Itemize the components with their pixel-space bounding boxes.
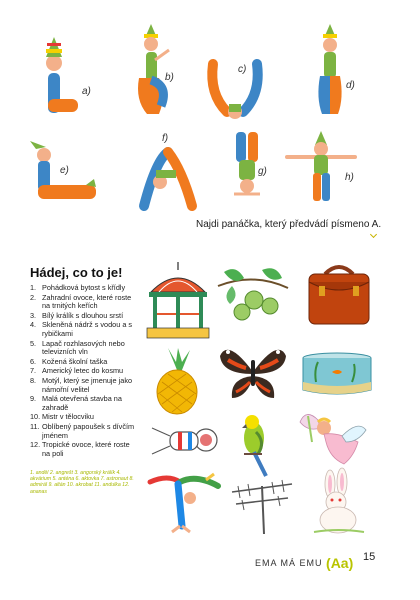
figure-g-label: g) [258,166,267,177]
clue-item: 1. Pohádková bytost s křídly [30,283,126,292]
budgie-picture [236,412,276,478]
clue-list [30,284,138,459]
clue-item: 6. Kožená školní taška [30,356,108,366]
figure-b-label: b) [165,72,174,83]
puzzle-title: Hádej, co to je! [30,265,123,280]
angel-picture [298,412,368,470]
clue-item: 9. Malá otevřená stavba na zahradě [30,394,122,412]
figure-a-label: a) [82,86,91,97]
clue-item: 10. Mistr v tělocviku [30,412,94,422]
page-number: 15 [363,551,376,563]
clue-item: 7. Americký letec do kosmu [30,366,124,376]
figure-c [205,60,265,120]
caption-mark [370,231,377,238]
schoolbag-picture [305,264,373,328]
aquarium-picture [302,352,372,396]
butterfly-picture [218,344,288,404]
clue-item: 5. Lapač rozhlasových nebo televizních vln [30,338,125,357]
figure-d [312,28,352,118]
figure-f-label: f) [162,133,169,144]
figure-e-label: e) [60,165,69,176]
clue-item: 3. Bílý králík s dlouhou srstí [30,310,124,320]
clue-item: 4. Skleněná nádrž s vodou a s rybičkami [30,320,133,338]
instruction-caption: Najdi panáčka, který předvádí písmeno A. [196,219,382,230]
figure-h-label: h) [345,172,354,183]
clue-item: 8. Motýl, který se jmenuje jako námořní velitel [30,375,133,394]
astronaut-picture [148,418,218,464]
antenna-picture [228,478,298,534]
pineapple-picture [152,348,202,414]
gooseberry-picture [218,266,288,326]
figure-f [138,140,198,210]
figure-g [228,130,268,200]
rabbit-picture [308,470,368,534]
page-footer [255,553,353,569]
footer-text: EMA MÁ EMU [255,558,323,568]
figure-a [30,35,80,115]
answer-key: 1. anděl 2. angrešt 3. angorský králík 4. akvárium 5. anténa 6. aktovka 7. astronaut 8. admirál 9. altán 10. akrobat 11. andulka 12. ananas [30,470,134,495]
gazebo-picture [147,262,209,340]
figure-h [285,135,365,205]
figure-c-label: c) [238,64,247,75]
acrobat-picture [148,470,228,536]
clue-item: 2. Zahradní ovoce, které roste na trnitých keřích [30,292,132,311]
figure-d-label: d) [346,80,355,91]
clue-item: 11. Oblíbený papoušek s dívčím jménem [30,421,135,440]
footer-letters: (Aa) [326,555,354,571]
clue-item: 12. Tropické ovoce, které roste na poli [30,440,130,458]
